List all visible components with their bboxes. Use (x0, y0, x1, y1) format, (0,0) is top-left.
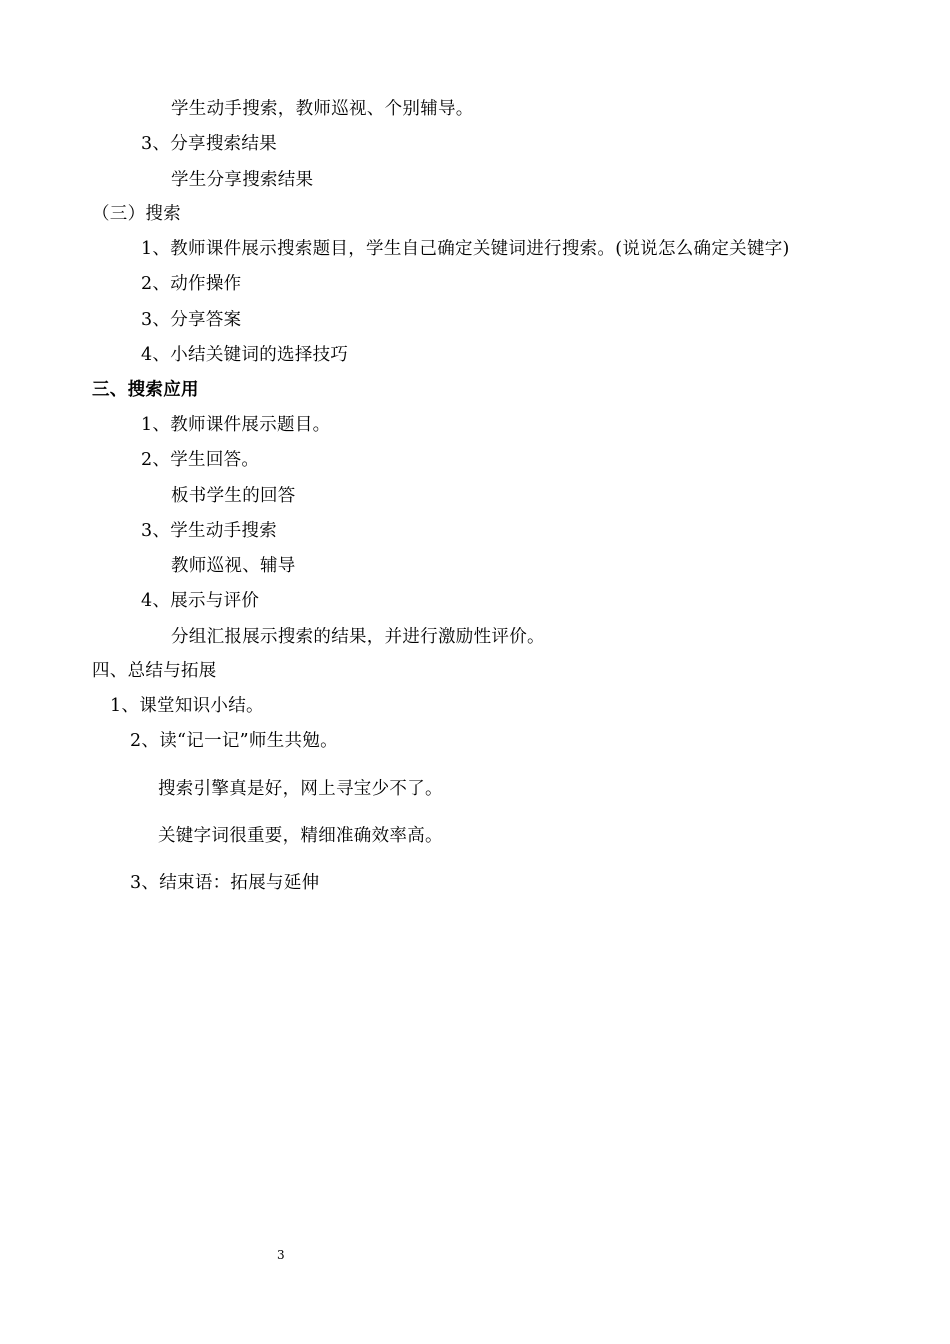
verse-line: 搜索引擎真是好，网上寻宝少不了。 (158, 779, 443, 799)
text-line: 3、分享答案 (141, 310, 242, 330)
text-line: 学生分享搜索结果 (171, 170, 314, 190)
text-line: 1、教师课件展示搜索题目，学生自己确定关键词进行搜索。(说说怎么确定关键字) (141, 239, 790, 259)
text-line: 3、学生动手搜索 (141, 521, 278, 541)
text-line: 教师巡视、辅导 (171, 556, 296, 576)
text-line: 4、小结关键词的选择技巧 (141, 345, 349, 365)
text-line: 2、动作操作 (141, 274, 242, 294)
text-line: 板书学生的回答 (171, 486, 296, 506)
text-line: 分组汇报展示搜索的结果，并进行激励性评价。 (171, 627, 545, 647)
text-line: 4、展示与评价 (141, 591, 260, 611)
text-line: 3、分享搜索结果 (141, 134, 278, 154)
text-line: 1、课堂知识小结。 (110, 696, 264, 716)
section-heading: 四、总结与拓展 (92, 661, 217, 681)
text-line: 学生动手搜索，教师巡视、个别辅导。 (171, 99, 474, 119)
verse-line: 关键字词很重要，精细准确效率高。 (158, 826, 443, 846)
page-number: 3 (277, 1248, 285, 1262)
section-heading: （三）搜索 (92, 204, 181, 224)
text-line: 3、结束语：拓展与延伸 (130, 873, 320, 893)
text-line: 1、教师课件展示题目。 (141, 415, 331, 435)
text-line: 2、读“记一记”师生共勉。 (130, 731, 338, 751)
text-line: 2、学生回答。 (141, 450, 260, 470)
section-heading: 三、搜索应用 (92, 380, 199, 400)
